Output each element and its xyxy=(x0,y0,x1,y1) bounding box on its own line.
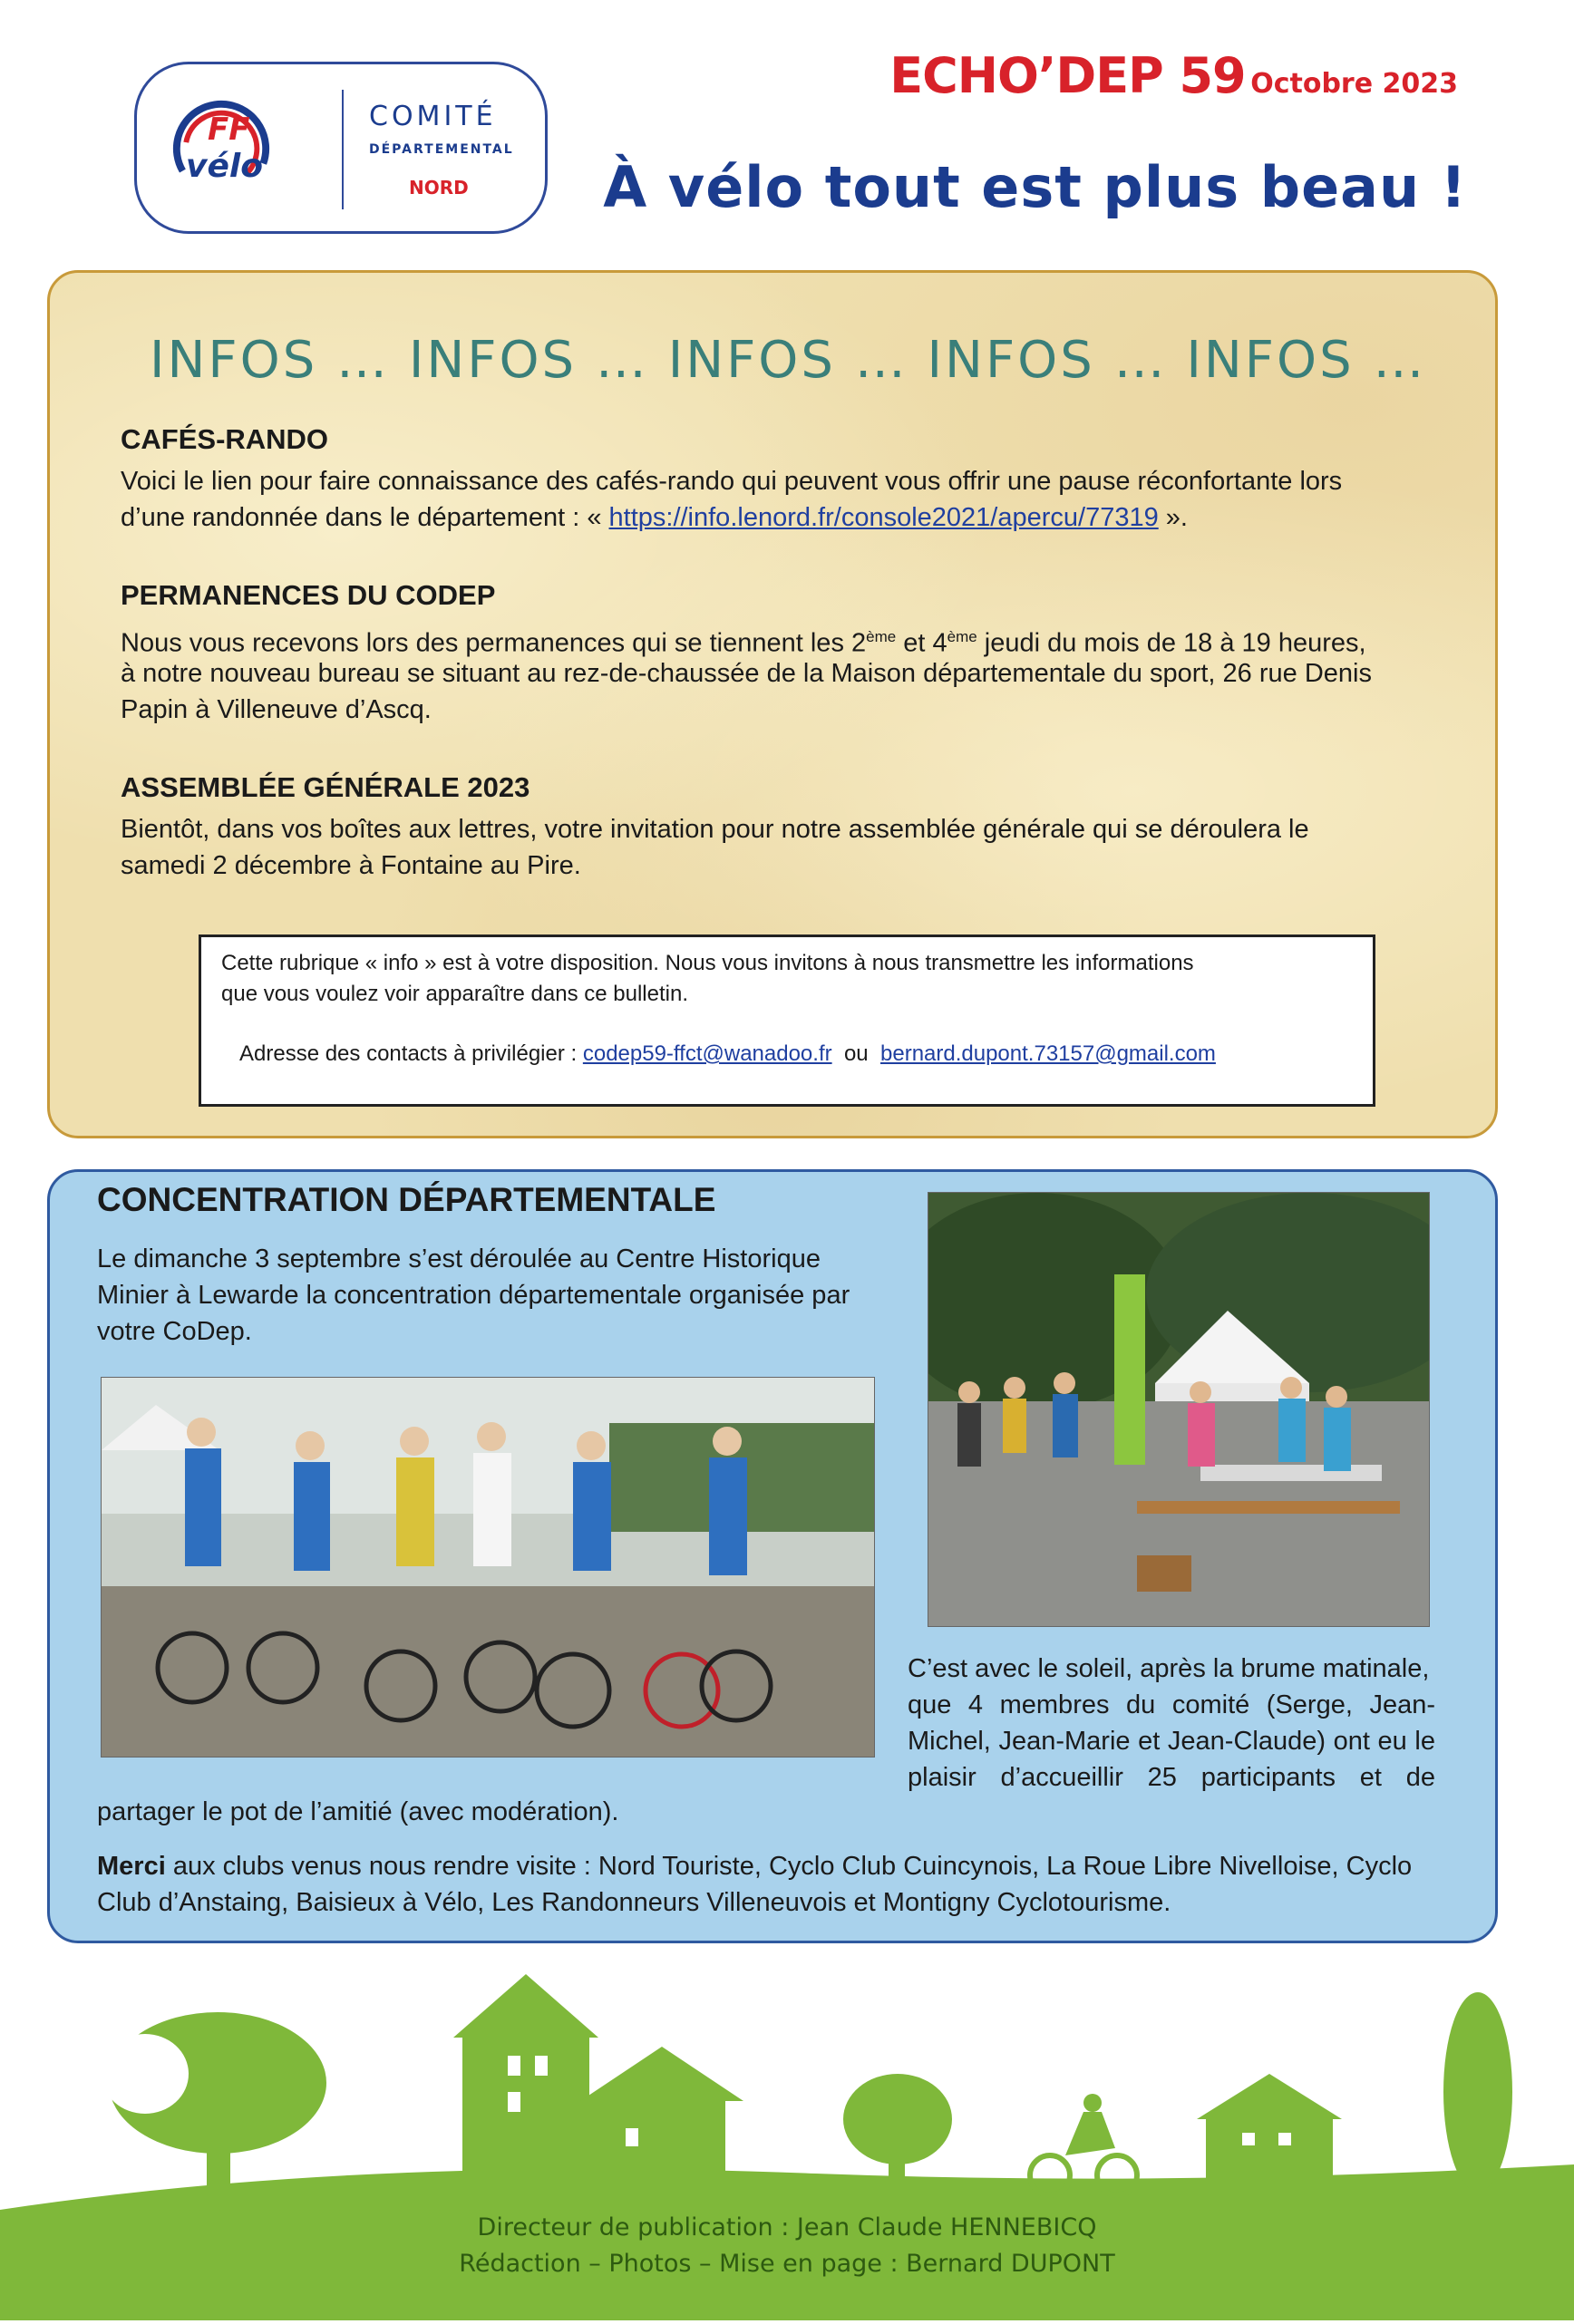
email-dupont-link[interactable]: bernard.dupont.73157@gmail.com xyxy=(880,1041,1216,1066)
cafes-rando-link[interactable]: https://info.lenord.fr/console2021/apercu/77319 xyxy=(608,503,1159,532)
photo-group-cyclists xyxy=(101,1377,875,1758)
permanences-line2: à notre nouveau bureau se situant au rez-de-chaussée de la Maison départementale du sport, 26 rue Denis xyxy=(121,659,1372,688)
concentration-intro2: Minier à Lewarde la concentration départementale organisée par xyxy=(97,1281,850,1310)
note-line1: Cette rubrique « info » est à votre disposition. Nous vous invitons à nous transmettre les informations xyxy=(221,951,1194,975)
concentration-sun-line5: partager le pot de l’amitié (avec modération). xyxy=(97,1797,619,1826)
welcome-stand-image xyxy=(928,1193,1429,1626)
permanences-heading: PERMANENCES DU CODEP xyxy=(121,579,496,611)
cafes-rando-line2 xyxy=(121,499,1188,536)
slogan: À vélo tout est plus beau ! xyxy=(603,154,1467,220)
echodep-title: ECHO’DEP 59 xyxy=(889,47,1246,104)
logo-ff-text: FF xyxy=(208,111,250,148)
permanences-line3: Papin à Villeneuve d’Ascq. xyxy=(121,695,432,724)
cafes-rando-line1: Voici le lien pour faire connaissance des cafés-rando qui peuvent vous offrir une pause réconfortante lors xyxy=(121,467,1343,496)
note-line2: que vous voulez voir apparaître dans ce bulletin. xyxy=(221,982,688,1006)
concentration-sun-line4: plaisir d’accueillir 25 participants et de xyxy=(908,1763,1435,1792)
email-codep-link[interactable]: codep59-ffct@wanadoo.fr xyxy=(582,1041,832,1066)
permanences-sup2: ème xyxy=(947,628,977,645)
merci-line1 xyxy=(97,1848,1412,1884)
info-note-box xyxy=(199,934,1375,1107)
concentration-intro3: votre CoDep. xyxy=(97,1317,252,1346)
concentration-section xyxy=(47,1169,1498,1943)
cafes-rando-line2-prefix: d’une randonnée dans le département : « xyxy=(121,503,609,532)
permanences-text-b: et 4 xyxy=(896,628,947,658)
footer-redaction: Rédaction – Photos – Mise en page : Bernard DUPONT xyxy=(459,2250,1115,2278)
logo-divider xyxy=(342,90,344,209)
merci-line2: Club d’Anstaing, Baisieux à Vélo, Les Randonneurs Villeneuvois et Montigny Cyclotourisme. xyxy=(97,1888,1171,1917)
footer-director: Directeur de publication : Jean Claude HENNEBICQ xyxy=(477,2213,1097,2242)
footer-landscape xyxy=(0,1947,1574,2320)
assemblee-line1: Bientôt, dans vos boîtes aux lettres, votre invitation pour notre assemblée générale qui se déroulera le xyxy=(121,815,1309,844)
issue-date: Octobre 2023 xyxy=(1250,68,1458,100)
permanences-text-c: jeudi du mois de 18 à 19 heures, xyxy=(976,628,1366,658)
assemblee-heading: ASSEMBLÉE GÉNÉRALE 2023 xyxy=(121,771,530,803)
concentration-sun-line3: Michel, Jean-Marie et Jean-Claude) ont eu le xyxy=(908,1727,1435,1756)
infos-banner: INFOS … INFOS … INFOS … INFOS … INFOS … xyxy=(150,331,1427,390)
group-cyclists-image xyxy=(102,1378,874,1757)
logo-velo-text: vélo xyxy=(186,148,263,185)
infos-section xyxy=(47,270,1498,1138)
merci-bold: Merci xyxy=(97,1852,166,1881)
cafes-rando-line2-suffix: ». xyxy=(1158,503,1188,532)
logo-nord-text: NORD xyxy=(409,177,469,199)
logo-comite-text: COMITÉ xyxy=(369,101,497,132)
concentration-intro1: Le dimanche 3 septembre s’est déroulée au Centre Historique xyxy=(97,1244,821,1273)
concentration-sun-line2: que 4 membres du comité (Serge, Jean- xyxy=(908,1690,1435,1719)
concentration-sun-line1: C’est avec le soleil, après la brume matinale, xyxy=(908,1654,1430,1683)
cafes-rando-heading: CAFÉS-RANDO xyxy=(121,423,329,455)
permanences-text-a: Nous vous recevons lors des permanences qui se tiennent les 2 xyxy=(121,628,867,658)
merci-text: aux clubs venus nous rendre visite : Nord Touriste, Cyclo Club Cuincynois, La Roue Libre Nivelloise, Cyclo xyxy=(165,1852,1413,1881)
permanences-sup1: ème xyxy=(866,628,897,645)
concentration-heading: CONCENTRATION DÉPARTEMENTALE xyxy=(97,1181,716,1218)
ffvelo-logo xyxy=(134,62,548,234)
note-contacts xyxy=(239,1039,1216,1070)
newsletter-title xyxy=(889,47,1458,104)
contacts-label: Adresse des contacts à privilégier : xyxy=(239,1041,583,1066)
assemblee-line2: samedi 2 décembre à Fontaine au Pire. xyxy=(121,851,581,880)
photo-welcome-stand xyxy=(928,1192,1430,1627)
contacts-or: ou xyxy=(843,1041,869,1066)
logo-departemental-text: DÉPARTEMENTAL xyxy=(369,142,514,157)
